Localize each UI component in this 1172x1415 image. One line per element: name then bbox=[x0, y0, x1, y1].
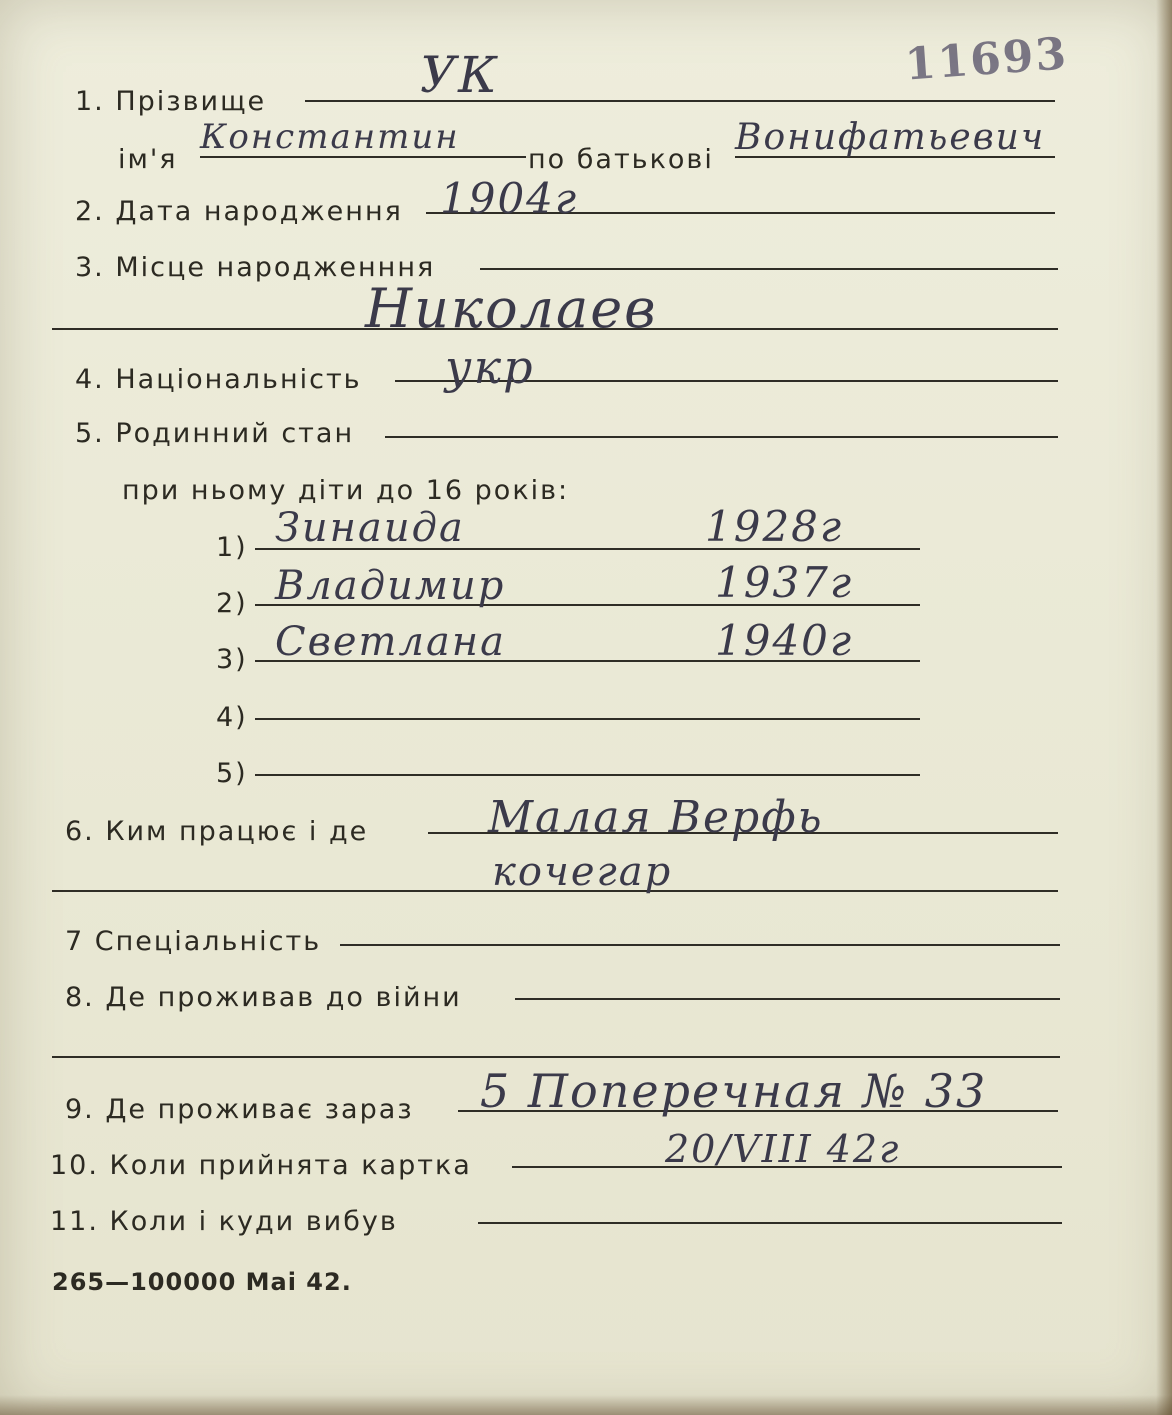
patronymic-value: Вонифатьевич bbox=[735, 117, 1046, 158]
child-4-number: 4) bbox=[216, 702, 248, 733]
child-2-year: 1937г bbox=[715, 558, 854, 607]
prewar-address-label: 8. Де проживав до війни bbox=[65, 982, 462, 1013]
child-3-name: Светлана bbox=[275, 619, 506, 665]
birth-place-line-1 bbox=[480, 268, 1058, 270]
patronymic-label: по батькові bbox=[528, 144, 714, 175]
birth-place-value: Николаев bbox=[365, 277, 658, 340]
birth-place-label: 3. Місце народженння bbox=[75, 252, 436, 283]
marital-status-line bbox=[385, 436, 1058, 438]
first-name-label: ім'я bbox=[118, 144, 178, 175]
child-2-name: Владимир bbox=[275, 563, 506, 609]
child-5-line bbox=[255, 774, 920, 776]
current-address-label: 9. Де проживає зараз bbox=[65, 1094, 414, 1125]
birth-date-label: 2. Дата народження bbox=[75, 196, 403, 227]
surname-value: УК bbox=[420, 46, 499, 104]
specialty-label: 7 Спеціальність bbox=[65, 926, 322, 957]
employment-position: кочегар bbox=[492, 849, 673, 895]
departed-label: 11. Коли і куди вибув bbox=[50, 1206, 398, 1237]
card-accepted-label: 10. Коли прийнята картка bbox=[50, 1150, 472, 1181]
child-4-line bbox=[255, 718, 920, 720]
surname-line bbox=[305, 100, 1055, 102]
specialty-line bbox=[340, 944, 1060, 946]
child-2-number: 2) bbox=[216, 588, 248, 619]
stamp-number: 11693 bbox=[903, 28, 1070, 91]
employment-label: 6. Ким працює і де bbox=[65, 816, 369, 847]
card-accepted-value: 20/VIII 42г bbox=[665, 1127, 901, 1171]
first-name-value: Константин bbox=[200, 117, 460, 157]
birth-date-value: 1904г bbox=[440, 174, 579, 223]
child-1-year: 1928г bbox=[705, 502, 844, 551]
child-5-number: 5) bbox=[216, 758, 248, 789]
current-address-value: 5 Поперечная № 33 bbox=[480, 1064, 988, 1118]
children-header: при ньому діти до 16 років: bbox=[122, 475, 570, 506]
child-3-number: 3) bbox=[216, 644, 248, 675]
prewar-address-line-2 bbox=[52, 1056, 1060, 1058]
child-1-name: Зинаида bbox=[275, 505, 465, 551]
prewar-address-line-1 bbox=[515, 998, 1060, 1000]
paper-edge-shadow-right bbox=[1156, 0, 1172, 1415]
child-3-year: 1940г bbox=[715, 616, 854, 665]
departed-line bbox=[478, 1222, 1062, 1224]
marital-status-label: 5. Родинний стан bbox=[75, 418, 355, 449]
surname-label: 1. Прізвище bbox=[75, 86, 267, 117]
child-1-number: 1) bbox=[216, 532, 248, 563]
paper-edge-shadow-bottom bbox=[0, 1395, 1172, 1415]
printer-imprint: 265—100000 Mai 42. bbox=[52, 1268, 352, 1296]
employment-place: Малая Верфь bbox=[488, 792, 824, 843]
nationality-label: 4. Національність bbox=[75, 364, 362, 395]
nationality-value: укр bbox=[445, 340, 535, 394]
